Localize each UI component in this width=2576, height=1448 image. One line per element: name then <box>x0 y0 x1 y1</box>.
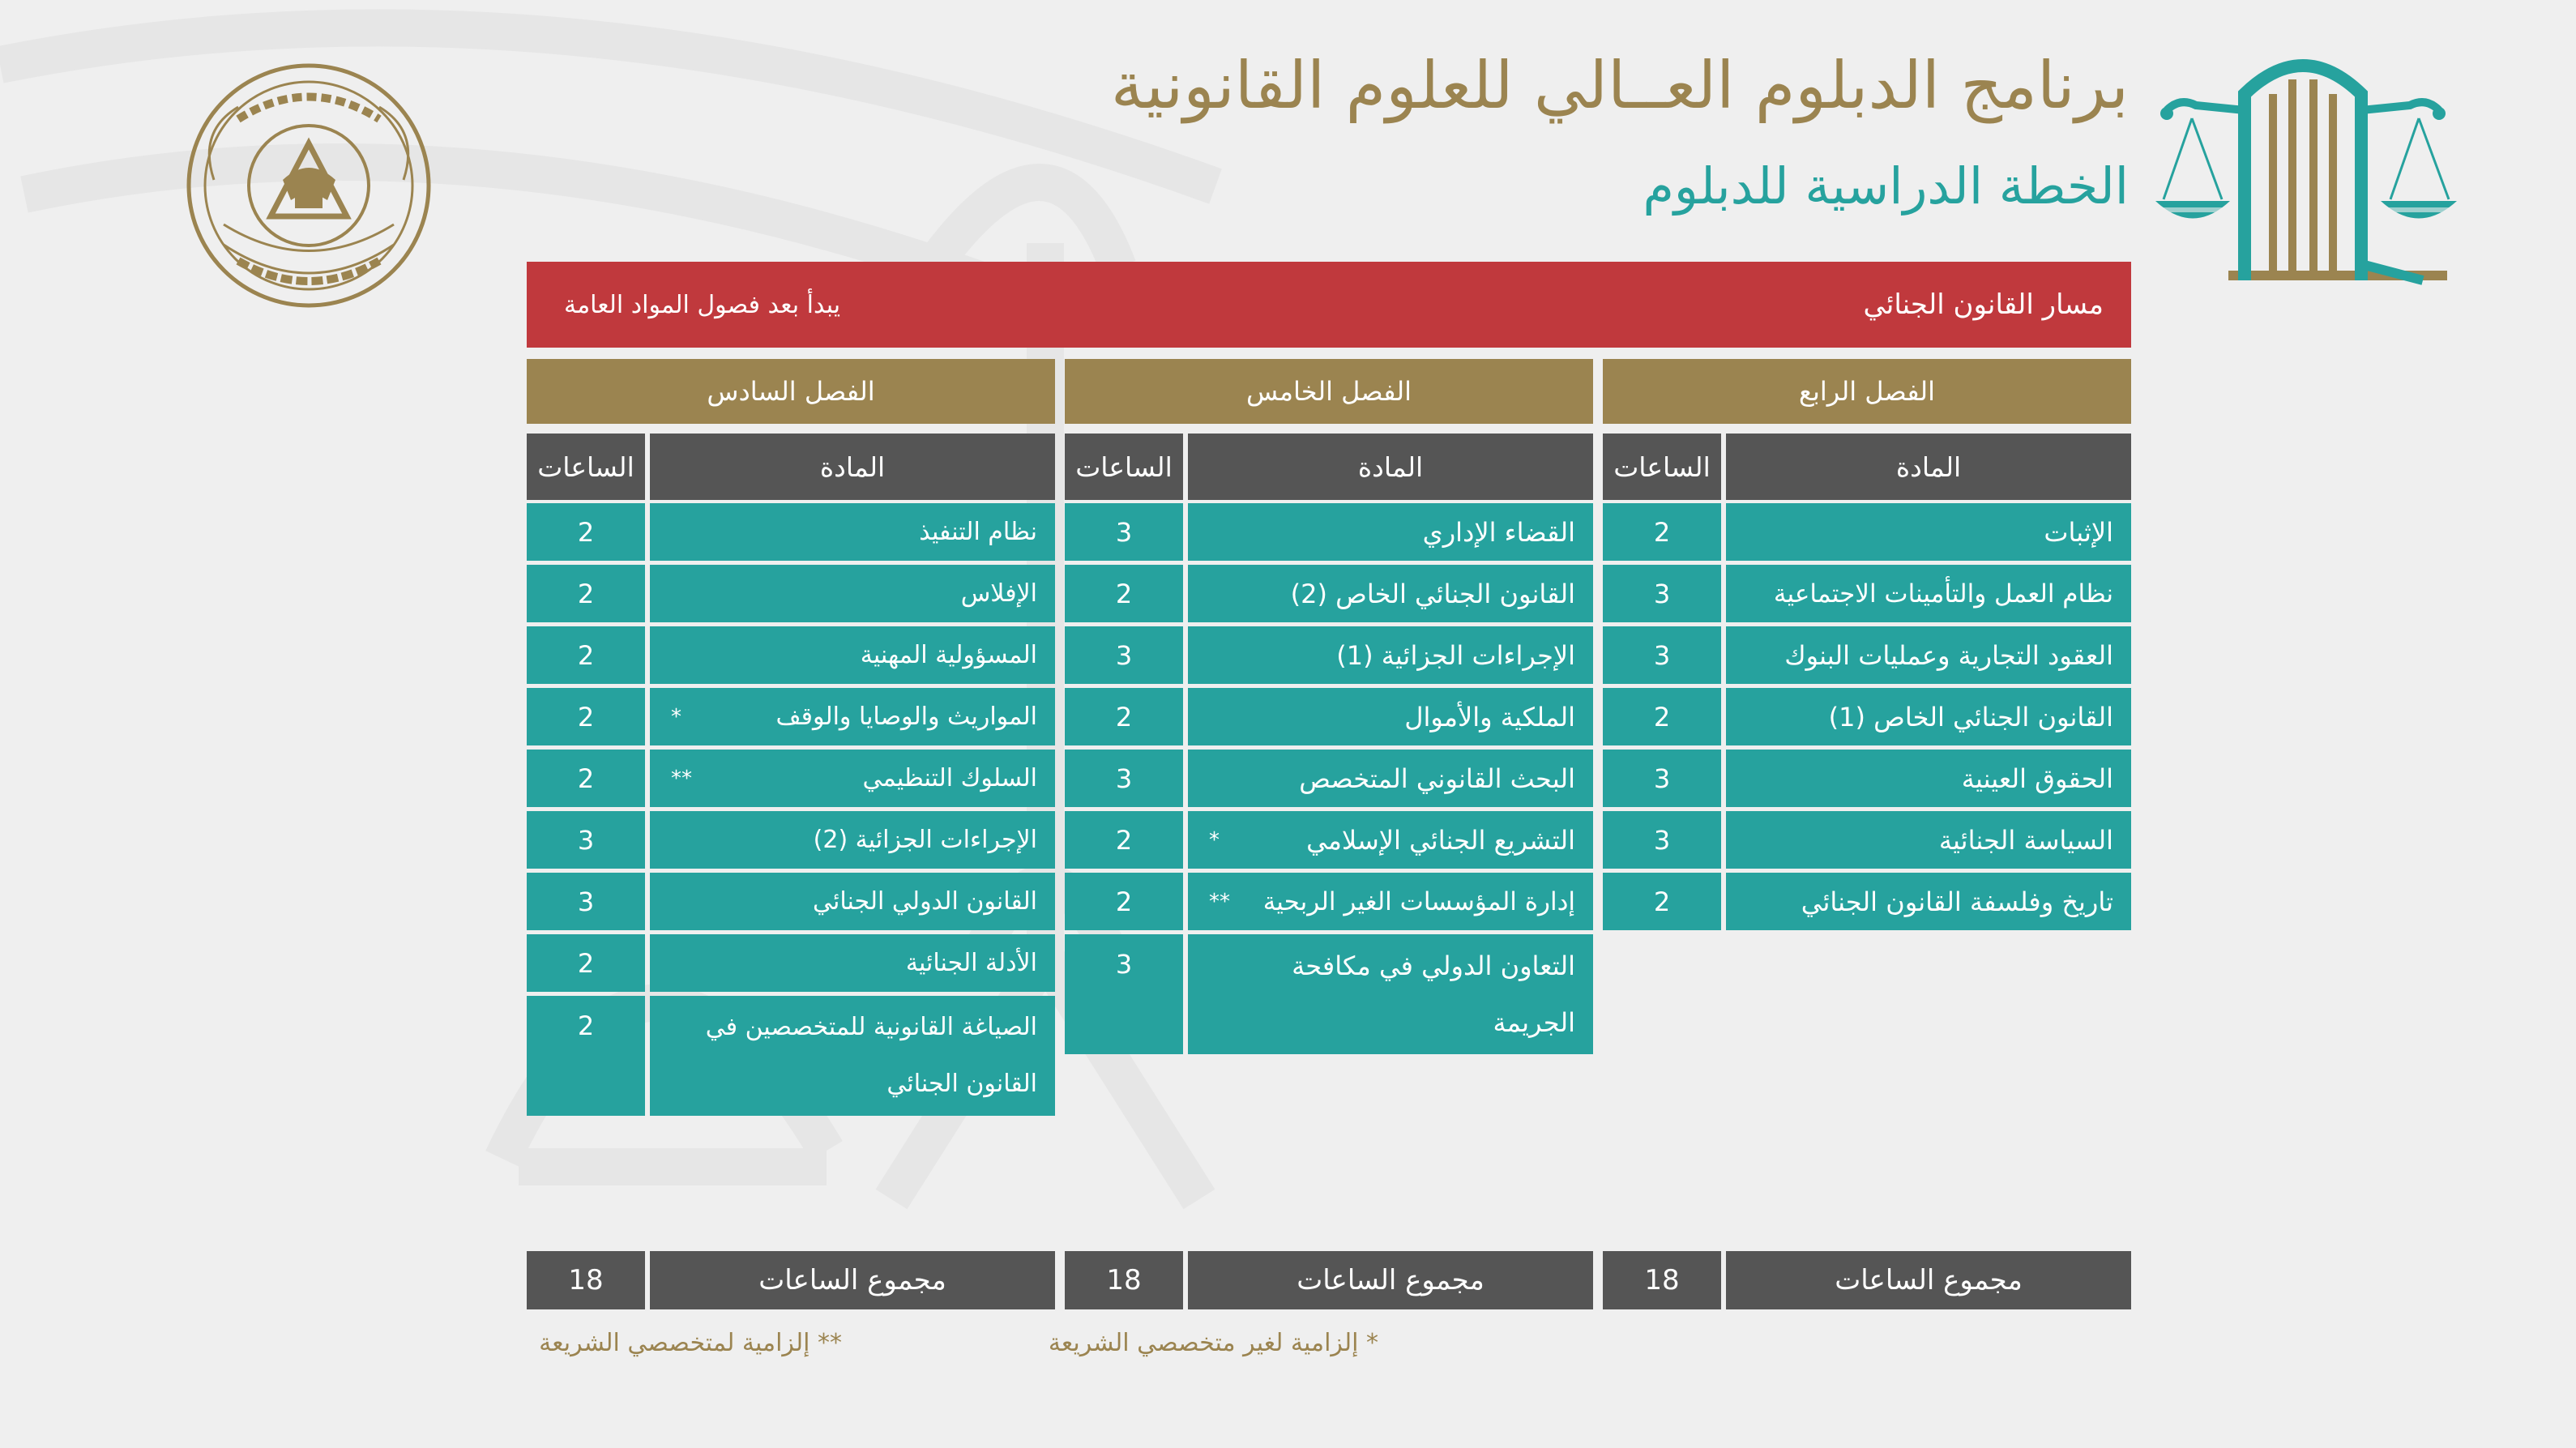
course-hours: 3 <box>527 873 645 930</box>
course-name-cell <box>650 750 1055 807</box>
course-name-cell <box>1726 811 2131 869</box>
page-subtitle: الخطة الدراسية للدبلوم <box>1643 156 2129 216</box>
course-hours: 2 <box>527 503 645 561</box>
course-hours: 2 <box>1603 503 1721 561</box>
course-hours: 3 <box>1603 626 1721 684</box>
course-name-cell <box>1726 688 2131 745</box>
course-mark: * <box>1209 827 1220 852</box>
course-row <box>1603 626 2131 684</box>
semester-header: الفصل السادس <box>527 359 1055 424</box>
course-name-cell <box>650 934 1055 992</box>
course-row <box>1065 811 1593 869</box>
legend-double-star: ** إلزامية لمتخصصي الشريعة <box>539 1329 842 1357</box>
course-name-cell <box>650 811 1055 869</box>
course-row <box>1065 750 1593 807</box>
course-name: القانون الجنائي الخاص (2) <box>1290 578 1575 609</box>
course-hours: 2 <box>1603 873 1721 930</box>
course-hours: 3 <box>527 811 645 869</box>
course-name: المواريث والوصايا والوقف <box>775 703 1037 731</box>
course-hours: 3 <box>1603 565 1721 622</box>
course-name-cell <box>1726 750 2131 807</box>
course-mark: * <box>671 704 681 729</box>
track-name: مسار القانون الجنائي <box>1863 288 2104 321</box>
course-row <box>527 626 1055 684</box>
course-row <box>1065 934 1593 1054</box>
course-name: السياسة الجنائية <box>1938 824 2113 856</box>
course-mark: ** <box>1209 889 1230 914</box>
track-note: يبدأ بعد فصول المواد العامة <box>564 290 841 319</box>
course-hours: 2 <box>527 565 645 622</box>
course-name: الإجراءات الجزائية (2) <box>813 826 1037 854</box>
semester-column-4 <box>1603 359 2131 1331</box>
course-row <box>527 565 1055 622</box>
course-hours: 3 <box>1065 503 1183 561</box>
course-hours: 2 <box>527 934 645 992</box>
subject-column-header: المادة <box>650 434 1055 500</box>
course-row <box>1603 503 2131 561</box>
course-row <box>527 873 1055 930</box>
total-hours-value: 18 <box>1603 1251 1721 1309</box>
course-row <box>527 688 1055 745</box>
course-name: الإثبات <box>2044 516 2113 548</box>
course-name-cell <box>650 996 1055 1116</box>
total-hours-label: مجموع الساعات <box>650 1251 1055 1309</box>
page-title: برنامج الدبلوم العــالي للعلوم القانونية <box>1110 48 2129 123</box>
course-hours: 2 <box>1603 688 1721 745</box>
course-hours: 2 <box>1065 565 1183 622</box>
course-name-cell <box>1188 873 1593 930</box>
hours-column-header: الساعات <box>1603 434 1721 500</box>
course-name: الملكية والأموال <box>1404 701 1575 733</box>
course-hours: 3 <box>1065 626 1183 684</box>
course-hours: 2 <box>527 996 645 1116</box>
course-row <box>1603 688 2131 745</box>
course-row <box>527 503 1055 561</box>
total-hours-label: مجموع الساعات <box>1188 1251 1593 1309</box>
course-name-cell <box>1188 811 1593 869</box>
course-mark: ** <box>671 766 692 791</box>
course-row <box>527 750 1055 807</box>
subject-column-header: المادة <box>1188 434 1593 500</box>
course-row <box>1065 873 1593 930</box>
course-row <box>527 934 1055 992</box>
course-row <box>1603 811 2131 869</box>
course-name: الإجراءات الجزائية (1) <box>1336 639 1575 671</box>
course-name-cell <box>1726 565 2131 622</box>
semester-column-5 <box>1065 359 1593 1331</box>
course-name: إدارة المؤسسات الغير الربحية <box>1262 886 1575 916</box>
course-name: القانون الدولي الجنائي <box>813 887 1037 916</box>
course-hours: 3 <box>1065 934 1183 1054</box>
legend-single-star: * إلزامية لغير متخصصي الشريعة <box>1048 1329 1378 1357</box>
semester-header: الفصل الخامس <box>1065 359 1593 424</box>
course-hours: 2 <box>527 688 645 745</box>
course-row <box>1065 565 1593 622</box>
course-name-cell <box>650 565 1055 622</box>
scales-of-justice-logo <box>2155 45 2471 297</box>
course-name-cell <box>650 688 1055 745</box>
course-name: البحث القانوني المتخصص <box>1299 762 1575 794</box>
course-name: نظام التنفيذ <box>919 518 1037 546</box>
course-name-cell <box>1726 873 2131 930</box>
course-name: نظام العمل والتأمينات الاجتماعية <box>1773 579 2113 609</box>
course-name: المسؤولية المهنية <box>860 641 1037 669</box>
course-hours: 2 <box>527 750 645 807</box>
course-name-cell <box>1188 688 1593 745</box>
hours-column-header: الساعات <box>1065 434 1183 500</box>
course-name: الحقوق العينية <box>1961 762 2113 794</box>
course-name: السلوك التنظيمي <box>862 764 1037 792</box>
semester-header: الفصل الرابع <box>1603 359 2131 424</box>
total-hours-label: مجموع الساعات <box>1726 1251 2131 1309</box>
course-name: الصياغة القانونية للمتخصصين في القانون الجنائي <box>705 1013 1037 1098</box>
total-hours-value: 18 <box>527 1251 645 1309</box>
course-hours: 2 <box>1065 811 1183 869</box>
course-row <box>1603 565 2131 622</box>
course-row <box>1065 626 1593 684</box>
course-row <box>1603 750 2131 807</box>
course-name-cell <box>650 626 1055 684</box>
course-row <box>1603 873 2131 930</box>
course-name-cell <box>1726 626 2131 684</box>
track-banner <box>527 262 2131 348</box>
course-name: الإفلاس <box>960 579 1037 608</box>
course-hours: 2 <box>1065 873 1183 930</box>
course-name: القانون الجنائي الخاص (1) <box>1828 701 2113 733</box>
course-name-cell <box>1188 750 1593 807</box>
course-hours: 3 <box>1065 750 1183 807</box>
subject-column-header: المادة <box>1726 434 2131 500</box>
course-row <box>1065 503 1593 561</box>
course-name: القضاء الإداري <box>1422 516 1575 548</box>
institute-seal-logo <box>182 58 436 313</box>
course-name: تاريخ وفلسفة القانون الجنائي <box>1801 886 2113 917</box>
course-name: التشريع الجنائي الإسلامي <box>1306 824 1575 856</box>
course-hours: 3 <box>1603 811 1721 869</box>
course-row <box>1065 688 1593 745</box>
total-hours-value: 18 <box>1065 1251 1183 1309</box>
course-name: الأدلة الجنائية <box>905 949 1037 977</box>
semester-column-6 <box>527 359 1055 1331</box>
course-hours: 3 <box>1603 750 1721 807</box>
course-name-cell <box>650 873 1055 930</box>
course-row <box>527 996 1055 1116</box>
course-name-cell <box>1188 934 1593 1054</box>
course-name: العقود التجارية وعمليات البنوك <box>1784 639 2113 671</box>
course-row <box>527 811 1055 869</box>
course-name-cell <box>1188 565 1593 622</box>
course-name-cell <box>1188 503 1593 561</box>
course-hours: 2 <box>1065 688 1183 745</box>
course-name: التعاون الدولي في مكافحة الجريمة <box>1292 950 1575 1038</box>
course-hours: 2 <box>527 626 645 684</box>
course-name-cell <box>1188 626 1593 684</box>
course-name-cell <box>1726 503 2131 561</box>
hours-column-header: الساعات <box>527 434 645 500</box>
course-name-cell <box>650 503 1055 561</box>
